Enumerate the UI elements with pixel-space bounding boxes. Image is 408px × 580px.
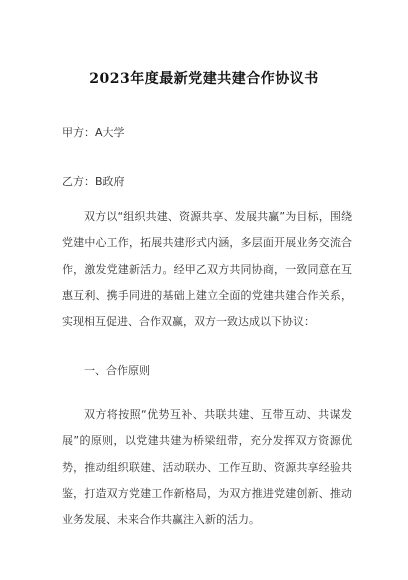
section-1-paragraph: 双方将按照“优势互补、共联共建、互带互动、共谋发展”的原则，以党建共建为桥梁纽带，充分发挥双方资源优势，推动组织联建、活动联办、工作互助、资源共享经验共鉴，打造双方党建工作新格局，为双方推进党建创新、推动业务发展、未来合作共赢注入新的活力。: [62, 408, 352, 527]
section-1-heading: 一、合作原则: [84, 364, 150, 377]
intro-paragraph: 双方以“组织共建、资源共享、发展共赢”为目标，围绕党建中心工作，拓展共建形式内涵，多层面开展业务交流合作，激发党建新活力。经甲乙双方共同协商，一致同意在互惠互利、携手同进的基础上建立全面的党建共建合作关系，实现相互促进、合作双赢，双方一致达成以下协议：: [62, 210, 352, 329]
document-title: 2023年度最新党建共建合作协议书: [89, 71, 319, 87]
party-b-line: 乙方：B政府: [62, 175, 125, 188]
party-a-line: 甲方：A大学: [62, 126, 125, 139]
